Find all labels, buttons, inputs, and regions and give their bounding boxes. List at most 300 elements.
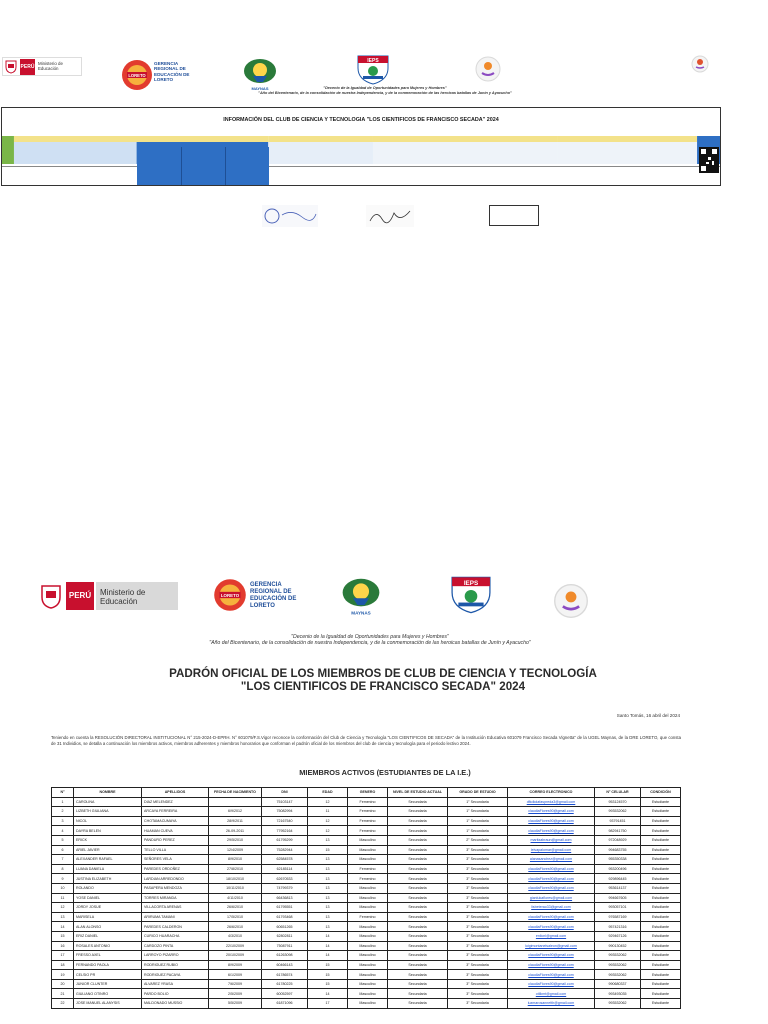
cell-grade: 3° Secundaria — [448, 999, 508, 1009]
padron-title-line-2: "LOS CIENTIFICOS DE FRANCISCO SECADA" 2024 — [240, 680, 526, 693]
cell-level: Secundaria — [388, 845, 448, 855]
cell-name: CELSIO PR — [74, 970, 142, 980]
cell-number: 18 — [52, 960, 74, 970]
cell-gender: Masculino — [348, 883, 388, 893]
cell-number: 12 — [52, 903, 74, 913]
cell-level: Secundaria — [388, 931, 448, 941]
cell-phone: 982941750 — [595, 826, 641, 836]
gre-name: GERENCIA REGIONAL DE EDUCACIÓN DE LORETO — [154, 61, 190, 83]
cell-age: 12 — [308, 826, 348, 836]
cell-surname: PASAPERA MENDOZA — [142, 883, 209, 893]
cell-birthdate: 27/8/2010 — [209, 864, 262, 874]
cell-dni: 61795551 — [262, 903, 308, 913]
cell-age: 13 — [308, 835, 348, 845]
cell-gender: Masculino — [348, 989, 388, 999]
cell-surname: VILLACORTA ARENAS — [142, 903, 209, 913]
cell-level: Secundaria — [388, 883, 448, 893]
cell-name: NICOL — [74, 816, 142, 826]
cell-phone: 993493035 — [595, 989, 641, 999]
cell-number: 10 — [52, 883, 74, 893]
cell-gender: Masculino — [348, 855, 388, 865]
cell-age: 15 — [308, 979, 348, 989]
director-stamp-caption — [258, 229, 324, 232]
header-number: N° — [52, 788, 74, 798]
cell-status: Estudiante — [641, 960, 681, 970]
cell-name: CAROLINA — [74, 797, 142, 807]
cell-phone: 957421316 — [595, 922, 641, 932]
cell-dni: 62670533 — [262, 874, 308, 884]
cell-status: Estudiante — [641, 816, 681, 826]
cell-dni: 60651265 — [262, 922, 308, 932]
cell-name: GIULIANO OTINRO — [74, 989, 142, 999]
cell-grade: 3° Secundaria — [448, 960, 508, 970]
cell-birthdate: 2/5/2009 — [209, 989, 262, 999]
cell-phone: 993532062 — [595, 807, 641, 817]
cell-age: 13 — [308, 855, 348, 865]
gre-name-large: GERENCIA REGIONAL DE EDUCACIÓN DE LORETO — [250, 582, 297, 609]
cell-birthdate: 8/9/2009 — [209, 960, 262, 970]
header-email: CORREO ELECTRONICO — [508, 788, 595, 798]
cell-number: 5 — [52, 835, 74, 845]
cell-surname: TORRES MIRANDA — [142, 893, 209, 903]
cell-gender: Masculino — [348, 960, 388, 970]
cell-grade: 3° Secundaria — [448, 951, 508, 961]
cell-level: Secundaria — [388, 855, 448, 865]
cell-status: Estudiante — [641, 864, 681, 874]
cell-dni: 77952164 — [262, 826, 308, 836]
table-row — [52, 989, 681, 999]
cell-status: Estudiante — [641, 912, 681, 922]
cell-surname: LARDIAN ARREDONDO — [142, 874, 209, 884]
cell-phone: 929467126 — [595, 931, 641, 941]
cell-age: 15 — [308, 845, 348, 855]
cell-grade: 3° Secundaria — [448, 855, 508, 865]
cell-name: LUANA DANIELA — [74, 864, 142, 874]
header-surname: APELLIDOS — [142, 788, 209, 798]
cell-gender: Masculino — [348, 893, 388, 903]
cell-status: Estudiante — [641, 826, 681, 836]
cell-age: 14 — [308, 931, 348, 941]
table-row — [52, 883, 681, 893]
cell-name: ERICK — [74, 835, 142, 845]
cell-surname: PAREDES CALDERON — [142, 922, 209, 932]
gre-badge-text: LORETO — [128, 73, 146, 78]
cell-dni: 61871096 — [262, 999, 308, 1009]
members-header-row — [52, 788, 681, 798]
cell-gender: Femenino — [348, 807, 388, 817]
cell-email[interactable]: claudiaFlores90@gmail.com — [508, 826, 595, 836]
cell-grade: 3° Secundaria — [448, 893, 508, 903]
cell-gender: Femenino — [348, 874, 388, 884]
cell-birthdate: 6/1/2009 — [209, 970, 262, 980]
cell-gender: Masculino — [348, 951, 388, 961]
cell-phone: 929896445 — [595, 874, 641, 884]
cell-dni: 74799379 — [262, 883, 308, 893]
cell-age: 12 — [308, 816, 348, 826]
cell-grade: 2° Secundaria — [448, 835, 508, 845]
cell-number: 8 — [52, 864, 74, 874]
cell-gender: Femenino — [348, 912, 388, 922]
table-row — [52, 922, 681, 932]
sheet-title: INFORMACIÓN DEL CLUB DE CIENCIA Y TECNOLOGIA "LOS CIENTIFICOS DE FRANCISCO SECADA" 2024 — [223, 117, 499, 123]
cell-email[interactable]: otilkmt@gmail.com — [508, 989, 595, 999]
cell-birthdate: 6/9/2012 — [209, 807, 262, 817]
cell-surname: PARDO BOLIO — [142, 989, 209, 999]
cell-age: 14 — [308, 951, 348, 961]
cell-birthdate: 17/5/2010 — [209, 912, 262, 922]
cell-surname: PANDURO PEREZ — [142, 835, 209, 845]
club-emblem-icon — [474, 55, 502, 83]
cell-birthdate: 18/10/2010 — [209, 874, 262, 884]
cell-name: ERIZ DANIEL — [74, 931, 142, 941]
cell-phone: 972048929 — [595, 835, 641, 845]
header-birthdate: FECHA DE NACIMIENTO — [209, 788, 262, 798]
cell-age: 13 — [308, 874, 348, 884]
cell-grade: 3° Secundaria — [448, 931, 508, 941]
quote-line-1: "Decenio de la Igualdad de Oportunidades para Mujeres y Hombres" — [323, 86, 447, 90]
table-row — [52, 874, 681, 884]
ministry-name-large: Ministerio de Educación — [100, 588, 146, 606]
ieps-logo-large — [442, 572, 500, 618]
cell-birthdate: 26/6/2010 — [209, 903, 262, 913]
cell-status: Estudiante — [641, 797, 681, 807]
cell-age: 13 — [308, 883, 348, 893]
cell-grade: 3° Secundaria — [448, 903, 508, 913]
cell-dni: 60466143 — [262, 960, 308, 970]
cell-gender: Masculino — [348, 970, 388, 980]
cell-number: 11 — [52, 893, 74, 903]
cell-grade: 3° Secundaria — [448, 941, 508, 951]
cell-phone: 994667605 — [595, 893, 641, 903]
cell-surname: DIAZ MELENDEZ — [142, 797, 209, 807]
cell-surname: SEÑORES VELA — [142, 855, 209, 865]
minedu-logo — [2, 57, 82, 76]
cell-birthdate: 4/11/2010 — [209, 893, 262, 903]
coordinator-signature-caption — [362, 229, 418, 232]
cell-phone: 993057101 — [595, 903, 641, 913]
director-stamp-icon — [262, 205, 318, 227]
cell-grade: 3° Secundaria — [448, 883, 508, 893]
cell-surname: TELLO VILLA — [142, 845, 209, 855]
ministry-name: Ministerio de Educación — [38, 61, 63, 71]
cell-email[interactable]: luigimontanelsaleon@gmail.com — [508, 941, 595, 951]
club-info-sheet — [1, 107, 721, 186]
cell-level: Secundaria — [388, 816, 448, 826]
cell-number: 7 — [52, 855, 74, 865]
cell-level: Secundaria — [388, 999, 448, 1009]
cell-number: 13 — [52, 912, 74, 922]
cell-grade: 3° Secundaria — [448, 912, 508, 922]
cell-name: ARIEL JAVIER — [74, 845, 142, 855]
cell-email[interactable]: gianlukaflores@gmail.com — [508, 893, 595, 903]
cell-number: 21 — [52, 989, 74, 999]
cell-dni: 62802811 — [262, 931, 308, 941]
cell-grade: 1° Secundaria — [448, 826, 508, 836]
cell-dni: 66436813 — [262, 893, 308, 903]
qr-code-icon — [699, 147, 719, 173]
table-row — [52, 855, 681, 865]
cell-dni: 62584578 — [262, 855, 308, 865]
ieps-text: IEPS — [367, 58, 379, 64]
cell-dni: 75087911 — [262, 941, 308, 951]
table-row — [52, 941, 681, 951]
cell-age: 11 — [308, 807, 348, 817]
members-section-title: MIEMBROS ACTIVOS (ESTUDIANTES DE LA I.E.) — [299, 768, 471, 777]
cell-phone: 990680337 — [595, 979, 641, 989]
header-grade: GRADO DE ESTUDIO — [448, 788, 508, 798]
cell-gender: Femenino — [348, 864, 388, 874]
cell-status: Estudiante — [641, 999, 681, 1009]
cell-email[interactable]: claudiaFlores90@gmail.com — [508, 979, 595, 989]
cell-level: Secundaria — [388, 922, 448, 932]
cell-surname: ARIRUMA TAMANI — [142, 912, 209, 922]
peru-shield-icon — [5, 60, 17, 74]
cell-level: Secundaria — [388, 941, 448, 951]
document-date: Santo Tomás, 16 abril del 2024 — [616, 713, 680, 718]
cell-dni: 72167540 — [262, 816, 308, 826]
cell-name: ROLANDO — [74, 883, 142, 893]
cell-birthdate: 29/5/2010 — [209, 835, 262, 845]
cell-gender: Masculino — [348, 835, 388, 845]
cell-name: FRESSO AXEL — [74, 951, 142, 961]
cell-gender: Masculino — [348, 979, 388, 989]
table-row — [52, 826, 681, 836]
cell-level: Secundaria — [388, 960, 448, 970]
cell-gender: Masculino — [348, 931, 388, 941]
peru-badge-large: PERÚ — [66, 582, 94, 610]
cell-email[interactable]: claudiaFlores90@gmail.com — [508, 874, 595, 884]
table-row — [52, 807, 681, 817]
cell-dni: 61263098 — [262, 951, 308, 961]
gre-loreto-logo-large — [210, 576, 250, 614]
cell-status: Estudiante — [641, 855, 681, 865]
cell-number: 19 — [52, 970, 74, 980]
cell-gender: Femenino — [348, 797, 388, 807]
cell-phone: 93791451 — [595, 816, 641, 826]
ugel-maynas-logo-large — [330, 574, 392, 618]
cell-number: 20 — [52, 979, 74, 989]
cell-status: Estudiante — [641, 979, 681, 989]
cell-gender: Masculino — [348, 999, 388, 1009]
cell-phone: 990130452 — [595, 941, 641, 951]
cell-surname: CARDOZO PINTA — [142, 941, 209, 951]
club-emblem-large-icon — [552, 582, 590, 620]
cell-surname: MALDONADO MUSSIO — [142, 999, 209, 1009]
cell-email[interactable]: lisbeterao33@gmail.com — [508, 903, 595, 913]
sheet-row-divider — [2, 166, 720, 167]
cell-dni: 61786574 — [262, 970, 308, 980]
header-level: NIVEL DE ESTUDIO ACTUAL — [388, 788, 448, 798]
cell-level: Secundaria — [388, 835, 448, 845]
cell-number: 15 — [52, 931, 74, 941]
cell-level: Secundaria — [388, 951, 448, 961]
ieps-logo — [350, 54, 396, 86]
cell-email[interactable]: claudiaFlores90@gmail.com — [508, 816, 595, 826]
cell-dni: 61793468 — [262, 912, 308, 922]
cell-number: 6 — [52, 845, 74, 855]
cell-dni: 61780225 — [262, 979, 308, 989]
cell-email[interactable]: claudiaFlores90@gmail.com — [508, 807, 595, 817]
cell-surname: RODRIGUEZ RUBIO — [142, 960, 209, 970]
cell-gender: Femenino — [348, 826, 388, 836]
cell-name: DAYRA BELEN — [74, 826, 142, 836]
table-row — [52, 970, 681, 980]
cell-gender: Masculino — [348, 845, 388, 855]
coordinator-signature-icon — [366, 205, 414, 227]
table-row — [52, 979, 681, 989]
cell-age: 13 — [308, 903, 348, 913]
cell-email[interactable]: claudiaFlores90@gmail.com — [508, 970, 595, 980]
cell-age: 13 — [308, 912, 348, 922]
cell-name: ALEXANDER RAFAEL — [74, 855, 142, 865]
cell-name: JUNIOR CLUNTER — [74, 979, 142, 989]
quote-line-2: "Año del Bicentenario, de la consolidación de nuestra Independencia, y de la conmemoración de las heroicas batallas de Junín y Ayacucho" — [258, 90, 512, 95]
table-row — [52, 816, 681, 826]
cell-surname: RODRIGUEZ PACAYA — [142, 970, 209, 980]
cell-phone: 993532062 — [595, 999, 641, 1009]
cell-age: 13 — [308, 864, 348, 874]
ieps-text-large: IEPS — [463, 579, 479, 587]
cell-dni: 75082994 — [262, 807, 308, 817]
cell-phone: 976587169 — [595, 912, 641, 922]
cell-email[interactable]: claudiaFlores90@gmail.com — [508, 912, 595, 922]
cell-gender: Masculino — [348, 941, 388, 951]
members-table — [51, 787, 681, 1009]
table-row — [52, 960, 681, 970]
padron-title-line-1: PADRÓN OFICIAL DE LOS MIEMBROS DE CLUB DE CIENCIA Y TECNOLOGÍA — [169, 667, 597, 680]
header-name: NOMBRE — [74, 788, 142, 798]
sheet-blue-cell-block — [137, 147, 269, 185]
table-row — [52, 797, 681, 807]
cell-level: Secundaria — [388, 807, 448, 817]
cell-status: Estudiante — [641, 989, 681, 999]
cell-email[interactable]: claudiaFlores90@gmail.com — [508, 864, 595, 874]
cell-surname: ALVAREZ YRASA — [142, 979, 209, 989]
cell-birthdate: 7/6/2009 — [209, 979, 262, 989]
quote-large-line-2: "Año del Bicentenario, de la consolidación de nuestra Independencia, y de la conmemoración de las heroicas batallas de Junín y Ayacucho" — [209, 640, 531, 647]
table-row — [52, 999, 681, 1009]
cell-birthdate: 4/3/2010 — [209, 931, 262, 941]
cell-phone: 993532062 — [595, 960, 641, 970]
cell-birthdate: 26-09-2011 — [209, 826, 262, 836]
cell-name: MARISELA — [74, 912, 142, 922]
cell-email[interactable]: claudiaFlores90@gmail.com — [508, 883, 595, 893]
cell-name: JOSE MANUEL ALANYSIS — [74, 999, 142, 1009]
cell-name: LIZBETH GIULIANA — [74, 807, 142, 817]
peru-shield-large-icon — [40, 584, 62, 610]
decade-quote-large — [190, 634, 550, 646]
cell-number: 14 — [52, 922, 74, 932]
cell-number: 3 — [52, 816, 74, 826]
minedu-logo-large — [36, 580, 178, 612]
cell-grade: 3° Secundaria — [448, 874, 508, 884]
cell-phone: 953200496 — [595, 864, 641, 874]
cell-number: 2 — [52, 807, 74, 817]
cell-age: 13 — [308, 922, 348, 932]
cell-birthdate: 26/6/2010 — [209, 922, 262, 932]
header-status: CONDICIÓN — [641, 788, 681, 798]
header-age: EDAD — [308, 788, 348, 798]
gre-badge-text-large: LORETO — [220, 593, 240, 599]
cell-phone: 994683755 — [595, 845, 641, 855]
cell-age: 13 — [308, 893, 348, 903]
cell-status: Estudiante — [641, 893, 681, 903]
cell-level: Secundaria — [388, 979, 448, 989]
cell-dni: 75282944 — [262, 845, 308, 855]
cell-status: Estudiante — [641, 883, 681, 893]
cell-email[interactable]: claudiaFlores90@gmail.com — [508, 922, 595, 932]
cell-name: ALAN ALONSO — [74, 922, 142, 932]
members-body — [52, 797, 681, 1008]
cell-name: YOSE DANIEL — [74, 893, 142, 903]
cell-age: 12 — [308, 797, 348, 807]
cell-surname: LARROYO PIZARRO — [142, 951, 209, 961]
cell-status: Estudiante — [641, 807, 681, 817]
cell-phone: 955350338 — [595, 855, 641, 865]
cell-birthdate: 22/10/2009 — [209, 941, 262, 951]
cell-level: Secundaria — [388, 874, 448, 884]
cell-email[interactable]: enlicnl@gmail.com — [508, 931, 595, 941]
cell-surname: CHOTAMACUMAYA — [142, 816, 209, 826]
table-row — [52, 931, 681, 941]
cell-email[interactable]: alanasanchez@gmail.com — [508, 855, 595, 865]
cell-level: Secundaria — [388, 970, 448, 980]
gre-loreto-logo — [118, 58, 156, 92]
cell-age: 14 — [308, 941, 348, 951]
cell-number: 16 — [52, 941, 74, 951]
cell-grade: 3° Secundaria — [448, 989, 508, 999]
cell-status: Estudiante — [641, 941, 681, 951]
table-row — [52, 864, 681, 874]
cell-level: Secundaria — [388, 864, 448, 874]
cell-email[interactable]: luzmarosannetth@gmail.com — [508, 999, 595, 1009]
cell-phone: 993532062 — [595, 951, 641, 961]
cell-phone: 953614137 — [595, 883, 641, 893]
cell-status: Estudiante — [641, 931, 681, 941]
cell-gender: Masculino — [348, 903, 388, 913]
cell-email[interactable]: leivapalomar@gmail.com — [508, 845, 595, 855]
cell-email[interactable]: maritzabraun@gmail.com — [508, 835, 595, 845]
cell-grade: 1° Secundaria — [448, 797, 508, 807]
cell-phone: 993532062 — [595, 970, 641, 980]
cell-email[interactable]: claudiaFlores90@gmail.com — [508, 960, 595, 970]
cell-status: Estudiante — [641, 835, 681, 845]
cell-level: Secundaria — [388, 903, 448, 913]
cell-grade: 3° Secundaria — [448, 922, 508, 932]
cell-birthdate: 28/9/2011 — [209, 816, 262, 826]
cell-age: 17 — [308, 999, 348, 1009]
cell-age: 15 — [308, 970, 348, 980]
cell-grade: 1° Secundaria — [448, 807, 508, 817]
cell-level: Secundaria — [388, 893, 448, 903]
cell-grade: 3° Secundaria — [448, 979, 508, 989]
cell-dni: 61795299 — [262, 835, 308, 845]
cell-phone: 953124570 — [595, 797, 641, 807]
ugel-name-large: MAYNAS — [351, 610, 371, 616]
cell-status: Estudiante — [641, 874, 681, 884]
cell-number: 9 — [52, 874, 74, 884]
cell-email[interactable]: dfkdkdafaspreda3@gmail.com — [508, 797, 595, 807]
cell-email[interactable]: claudiaFlores90@gmail.com — [508, 951, 595, 961]
cell-level: Secundaria — [388, 989, 448, 999]
cell-status: Estudiante — [641, 951, 681, 961]
cell-surname: PAREDES ORDOÑEZ — [142, 864, 209, 874]
cell-name: FERNANDO PAOLA — [74, 960, 142, 970]
header-gender: GENERO — [348, 788, 388, 798]
cell-level: Secundaria — [388, 912, 448, 922]
cell-dni: 62185114 — [262, 864, 308, 874]
cell-birthdate: 20/10/2009 — [209, 951, 262, 961]
